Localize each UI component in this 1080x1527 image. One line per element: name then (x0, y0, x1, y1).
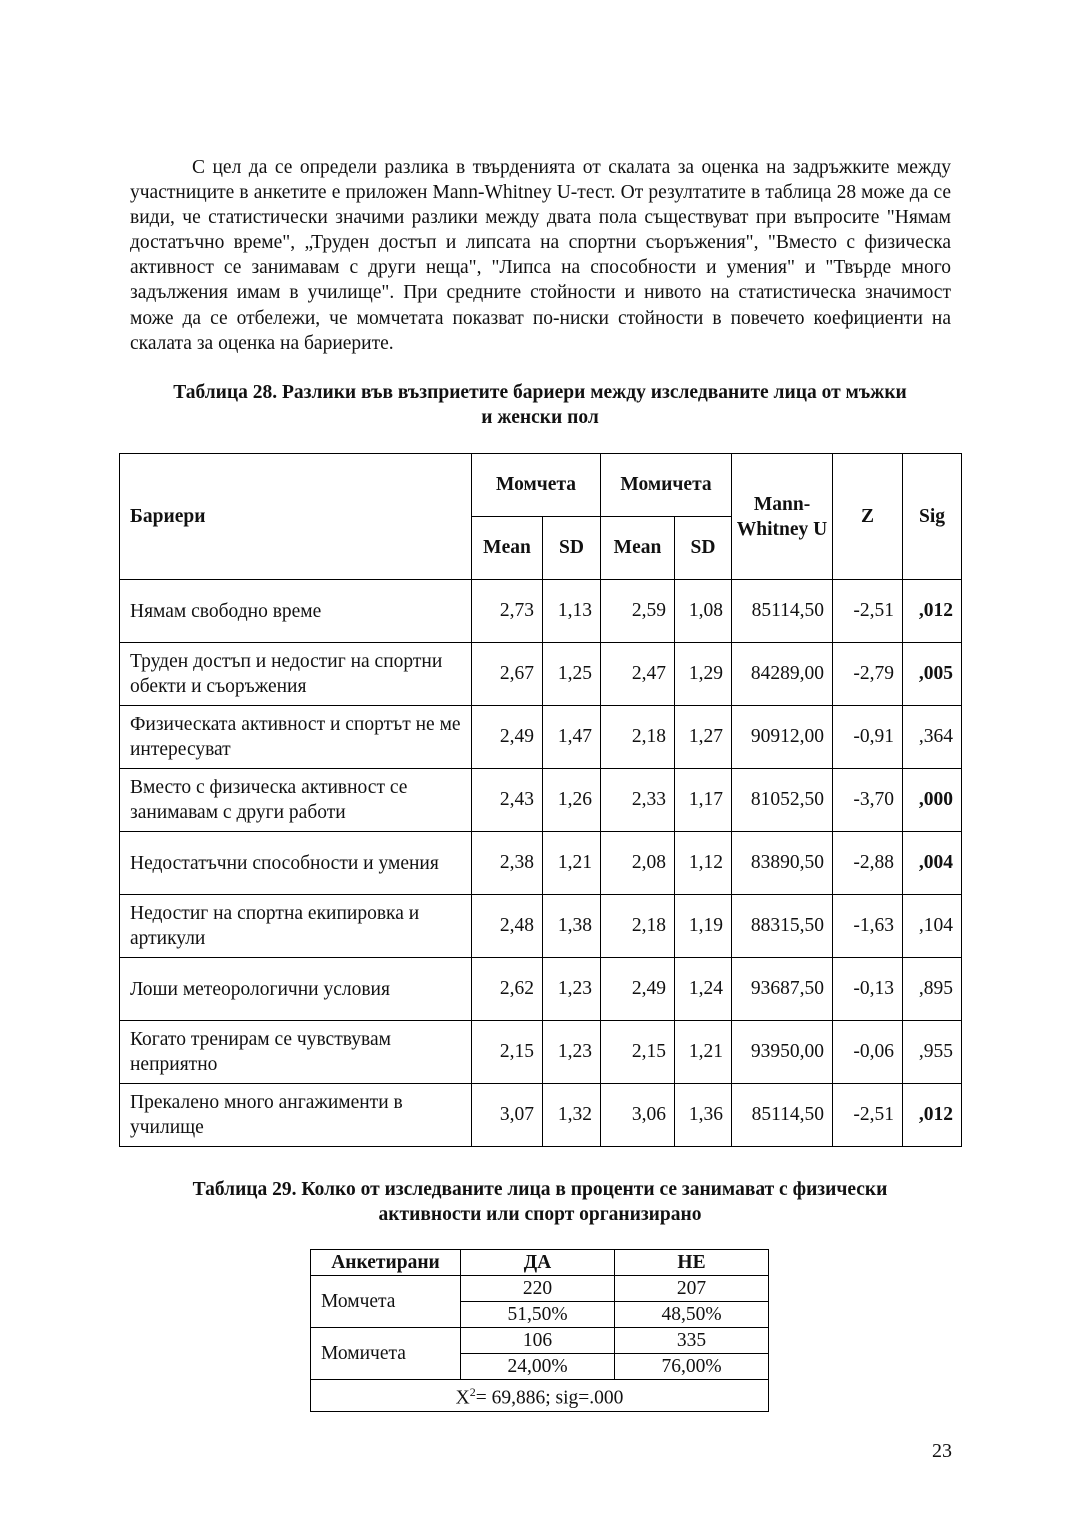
organized-sport-table (310, 1249, 769, 1412)
boys-mean: 2,49 (472, 706, 543, 769)
sig-value: ,000 (903, 769, 962, 832)
girls-sd: 1,12 (675, 832, 732, 895)
chi-square-result (311, 1380, 769, 1412)
group-label: Момичета (311, 1328, 461, 1380)
sig-value: ,104 (903, 895, 962, 958)
boys-sd: 1,23 (543, 958, 601, 1021)
no-count: 335 (615, 1328, 769, 1354)
boys-sd: 1,13 (543, 580, 601, 643)
table-row (120, 1084, 962, 1147)
row-label: Лоши метеорологични условия (120, 958, 472, 1021)
girls-mean: 2,33 (601, 769, 675, 832)
header-sig: Sig (903, 454, 962, 580)
sig-value: ,364 (903, 706, 962, 769)
table29-footer-row (311, 1380, 769, 1412)
girls-mean: 2,08 (601, 832, 675, 895)
z-value: -2,51 (833, 580, 903, 643)
girls-mean: 2,47 (601, 643, 675, 706)
boys-mean: 2,15 (472, 1021, 543, 1084)
header-boys-sd: SD (543, 517, 601, 580)
page-number: 23 (932, 1440, 952, 1462)
header-boys-mean: Mean (472, 517, 543, 580)
girls-sd: 1,29 (675, 643, 732, 706)
sig-value: ,004 (903, 832, 962, 895)
mann-whitney-u: 81052,50 (732, 769, 833, 832)
z-value: -2,51 (833, 1084, 903, 1147)
header-girls-sd: SD (675, 517, 732, 580)
girls-sd: 1,17 (675, 769, 732, 832)
girls-sd: 1,27 (675, 706, 732, 769)
table-row (311, 1276, 769, 1302)
header-boys: Момчета (472, 454, 601, 517)
girls-mean: 2,59 (601, 580, 675, 643)
chi-square-symbol: X (455, 1387, 470, 1409)
mann-whitney-u: 90912,00 (732, 706, 833, 769)
sig-value: ,005 (903, 643, 962, 706)
mann-whitney-u: 85114,50 (732, 580, 833, 643)
header-yes: ДА (461, 1250, 615, 1276)
mann-whitney-u: 93950,00 (732, 1021, 833, 1084)
table-row (120, 958, 962, 1021)
z-value: -2,79 (833, 643, 903, 706)
z-value: -0,91 (833, 706, 903, 769)
boys-mean: 2,67 (472, 643, 543, 706)
boys-mean: 2,48 (472, 895, 543, 958)
girls-sd: 1,19 (675, 895, 732, 958)
no-percent: 76,00% (615, 1354, 769, 1380)
yes-percent: 51,50% (461, 1302, 615, 1328)
table-row (120, 895, 962, 958)
no-count: 207 (615, 1276, 769, 1302)
boys-mean: 2,62 (472, 958, 543, 1021)
girls-mean: 3,06 (601, 1084, 675, 1147)
table-row (120, 580, 962, 643)
boys-mean: 2,43 (472, 769, 543, 832)
header-girls: Момичета (601, 454, 732, 517)
mann-whitney-u: 93687,50 (732, 958, 833, 1021)
table28-caption-line1: Таблица 28. Разлики във възприетите бариери между изследваните лица от мъжки (173, 382, 907, 403)
girls-mean: 2,18 (601, 706, 675, 769)
boys-sd: 1,26 (543, 769, 601, 832)
table28-header-row (120, 454, 962, 517)
girls-mean: 2,15 (601, 1021, 675, 1084)
yes-percent: 24,00% (461, 1354, 615, 1380)
table29-caption-line2: активности или спорт организирано (378, 1204, 702, 1225)
boys-sd: 1,32 (543, 1084, 601, 1147)
table-row (120, 706, 962, 769)
intro-paragraph (130, 155, 951, 356)
girls-sd: 1,36 (675, 1084, 732, 1147)
sig-value: ,895 (903, 958, 962, 1021)
header-respondents: Анкетирани (311, 1250, 461, 1276)
mann-whitney-u: 85114,50 (732, 1084, 833, 1147)
girls-mean: 2,49 (601, 958, 675, 1021)
group-label: Момчета (311, 1276, 461, 1328)
row-label: Прекалено много ангажименти в училище (120, 1084, 472, 1147)
boys-mean: 2,38 (472, 832, 543, 895)
girls-sd: 1,21 (675, 1021, 732, 1084)
mann-whitney-u: 84289,00 (732, 643, 833, 706)
row-label: Нямам свободно време (120, 580, 472, 643)
sig-value: ,955 (903, 1021, 962, 1084)
mann-whitney-u: 83890,50 (732, 832, 833, 895)
table-row (311, 1328, 769, 1354)
z-value: -1,63 (833, 895, 903, 958)
chi-square-exponent: 2 (469, 1385, 476, 1399)
boys-sd: 1,25 (543, 643, 601, 706)
row-label: Вместо с физическа активност се занимавам с други работи (120, 769, 472, 832)
header-mann-whitney: Mann-Whitney U (732, 454, 833, 580)
table29-caption (120, 1177, 960, 1227)
table29-header-row (311, 1250, 769, 1276)
intro-text: С цел да се определи разлика в твърденията от скалата за оценка на задръжките между участниците в анкетите е приложен Mann-Whitney U-тест. От резултатите в таблица 28 може да се види, че статистически значими разлики между двата пола съществуват при въпросите "Нямам достатъчно време", „Труден достъп и липсата на спортни съоръжения", "Вместо с физическа активност се занимавам с други неща", "Липса на способности и умения" и "Твърде много задължения имам в училище". При средните стойности и нивото на статистическа значимост може да се отбележи, че момчетата показват по-ниски стойности в повечето коефициенти на скалата за оценка на бариерите. (130, 157, 951, 354)
z-value: -0,13 (833, 958, 903, 1021)
table-row (120, 643, 962, 706)
table28-caption-line2: и женски пол (481, 407, 599, 428)
chi-square-value: = 69,886; sig=.000 (475, 1387, 624, 1409)
row-label: Труден достъп и недостиг на спортни обекти и съоръжения (120, 643, 472, 706)
table29-caption-line1: Таблица 29. Колко от изследваните лица в проценти се занимават с физически (192, 1179, 888, 1200)
row-label: Недостиг на спортна екипировка и артикули (120, 895, 472, 958)
girls-mean: 2,18 (601, 895, 675, 958)
z-value: -3,70 (833, 769, 903, 832)
barriers-table (119, 453, 962, 1147)
table-row (120, 832, 962, 895)
boys-sd: 1,21 (543, 832, 601, 895)
table28-caption (120, 380, 960, 430)
header-z: Z (833, 454, 903, 580)
boys-sd: 1,47 (543, 706, 601, 769)
girls-sd: 1,08 (675, 580, 732, 643)
no-percent: 48,50% (615, 1302, 769, 1328)
boys-sd: 1,23 (543, 1021, 601, 1084)
yes-count: 106 (461, 1328, 615, 1354)
yes-count: 220 (461, 1276, 615, 1302)
row-label: Физическата активност и спортът не ме интересуват (120, 706, 472, 769)
z-value: -0,06 (833, 1021, 903, 1084)
header-no: НЕ (615, 1250, 769, 1276)
header-barriers: Бариери (120, 454, 472, 580)
boys-sd: 1,38 (543, 895, 601, 958)
sig-value: ,012 (903, 580, 962, 643)
row-label: Недостатъчни способности и умения (120, 832, 472, 895)
girls-sd: 1,24 (675, 958, 732, 1021)
z-value: -2,88 (833, 832, 903, 895)
table-row (120, 769, 962, 832)
boys-mean: 3,07 (472, 1084, 543, 1147)
mann-whitney-u: 88315,50 (732, 895, 833, 958)
row-label: Когато тренирам се чувствувам неприятно (120, 1021, 472, 1084)
sig-value: ,012 (903, 1084, 962, 1147)
table-row (120, 1021, 962, 1084)
header-girls-mean: Mean (601, 517, 675, 580)
boys-mean: 2,73 (472, 580, 543, 643)
